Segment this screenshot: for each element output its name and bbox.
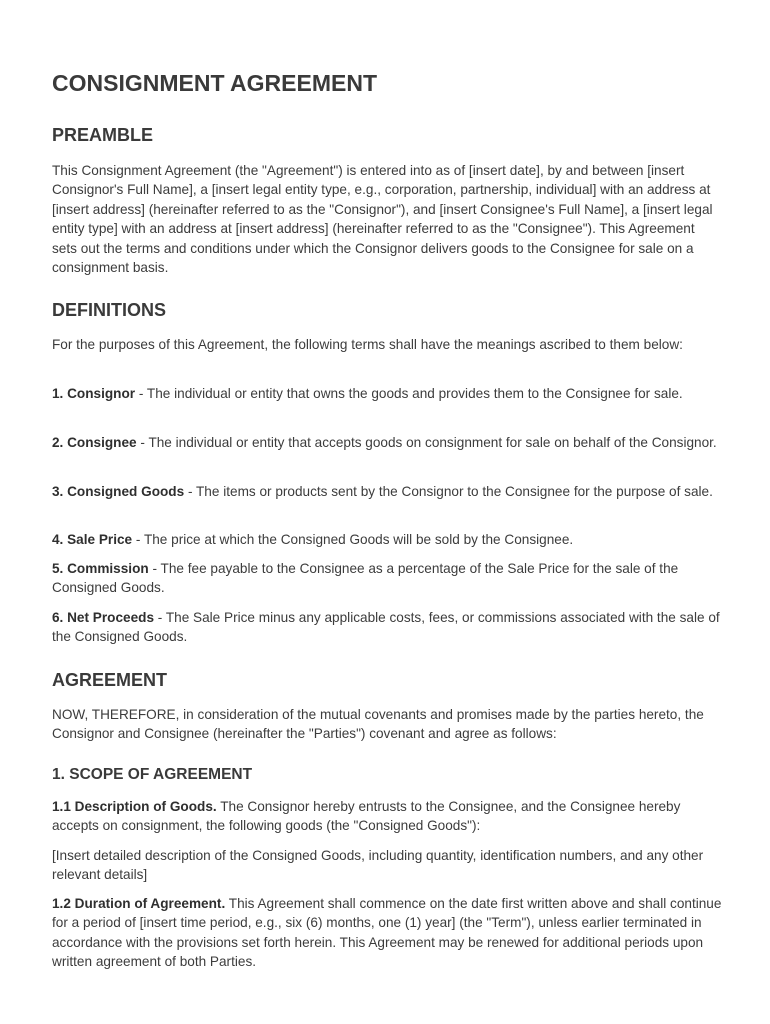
agreement-heading: AGREEMENT <box>52 670 168 690</box>
clause-text: The Consignor hereby entrusts to the Consignee, and the Consignee hereby accepts on consignment, the following goods (the "Consigned Goods"): <box>52 799 681 834</box>
definition-term: 5. Commission <box>52 561 149 576</box>
definition-text: - The price at which the Consigned Goods will be sold by the Consignee. <box>132 532 574 547</box>
definition-term: 1. Consignor <box>52 386 136 401</box>
clause-description-of-goods <box>52 797 722 836</box>
section-heading-scope: 1. SCOPE OF AGREEMENT <box>52 766 253 783</box>
document-title: CONSIGNMENT AGREEMENT <box>52 70 377 96</box>
definition-term: 2. Consignee <box>52 435 137 450</box>
definition-item <box>52 384 722 403</box>
definition-term: 3. Consigned Goods <box>52 484 185 499</box>
preamble-paragraph: This Consignment Agreement (the "Agreement") is entered into as of [insert date], by and between [insert Consignor's Full Name], a [insert legal entity type, e.g., corporation, partnership, individual] with an address at [insert address] (hereinafter referred to as the "Consignor"), and [insert Consignee's Full Name], a [insert legal entity type] with an address at [insert address] (hereinafter referred to as the "Consignee"). This Agreement sets out the terms and conditions under which the Consignor delivers goods to the Consignee for sale on a consignment basis. <box>52 163 713 276</box>
definitions-intro: For the purposes of this Agreement, the following terms shall have the meanings ascribed to them below: <box>52 337 683 352</box>
goods-placeholder: [Insert detailed description of the Consigned Goods, including quantity, identification numbers, and any other relevant details] <box>52 848 704 883</box>
definition-text: - The items or products sent by the Consignor to the Consignee for the purpose of sale. <box>184 484 713 499</box>
definition-item <box>52 608 722 647</box>
definition-text: - The fee payable to the Consignee as a percentage of the Sale Price for the sale of the Consigned Goods. <box>52 561 679 596</box>
definition-text: - The Sale Price minus any applicable costs, fees, or commissions associated with the sale of the Consigned Goods. <box>52 610 720 645</box>
definition-term: 6. Net Proceeds <box>52 610 154 625</box>
definition-item <box>52 530 722 549</box>
agreement-intro: NOW, THEREFORE, in consideration of the mutual covenants and promises made by the parties hereto, the Consignor and Consignee (hereinafter the "Parties") covenant and agree as follows: <box>52 707 704 742</box>
clause-term: 1.1 Description of Goods. <box>52 799 217 814</box>
preamble-heading: PREAMBLE <box>52 125 154 145</box>
definition-item <box>52 559 722 598</box>
definition-item <box>52 433 722 452</box>
clause-text: This Agreement shall commence on the date first written above and shall continue for a period of [insert time period, e.g., six (6) months, one (1) year] (the "Term"), unless earlier terminated in accordance with the provisions set forth herein. This Agreement may be renewed for additional periods upon written agreement of both Parties. <box>52 896 722 970</box>
definition-item <box>52 482 722 501</box>
definition-term: 4. Sale Price <box>52 532 133 547</box>
clause-duration <box>52 894 722 972</box>
clause-term: 1.2 Duration of Agreement. <box>52 896 226 911</box>
definition-text: - The individual or entity that accepts goods on consignment for sale on behalf of the Consignor. <box>136 435 717 450</box>
definitions-heading: DEFINITIONS <box>52 300 167 320</box>
definition-text: - The individual or entity that owns the goods and provides them to the Consignee for sale. <box>135 386 683 401</box>
